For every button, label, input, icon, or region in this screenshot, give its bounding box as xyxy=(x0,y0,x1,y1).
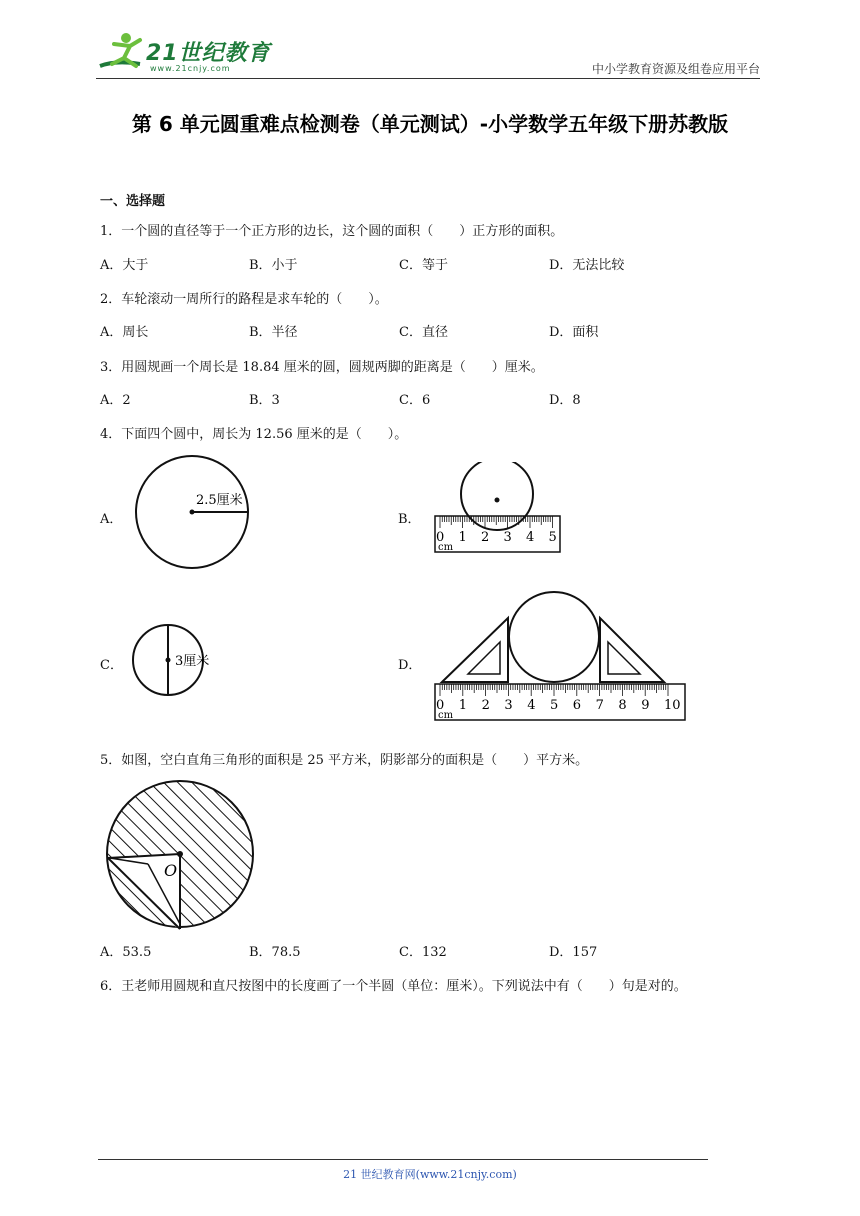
q5-option-d: D．157 xyxy=(549,945,598,960)
question-5: 5．如图，空白直角三角形的面积是 25 平方米，阴影部分的面积是（ ）平方米。 xyxy=(100,753,589,768)
q3-option-c: C．6 xyxy=(399,393,431,408)
q5-center-label: O xyxy=(164,861,178,880)
q4-figure-d-label: D． xyxy=(398,658,422,673)
ruler-d-tick-label: 1 xyxy=(458,698,468,713)
q4-figure-b-label: B． xyxy=(398,512,421,527)
ruler-d-tick-label: 0 xyxy=(436,698,445,713)
q4-d-left-set-square xyxy=(442,618,508,682)
q1-option-b: B．小于 xyxy=(249,258,298,273)
q4-b-center-dot xyxy=(495,498,500,503)
ruler-d-tick-label: 8 xyxy=(618,698,627,713)
question-4: 4．下面四个圆中，周长为 12.56 厘米的是（ ）。 xyxy=(100,427,408,442)
q1-option-d: D．无法比较 xyxy=(549,258,625,273)
logo-text: 21世纪教育 xyxy=(146,41,271,66)
ruler-d-unit-label: cm xyxy=(438,710,454,721)
q1-option-c: C．等于 xyxy=(399,258,448,273)
question-1: 1．一个圆的直径等于一个正方形的边长，这个圆的面积（ ）正方形的面积。 xyxy=(100,224,564,239)
runner-logo-icon xyxy=(96,30,146,76)
footer-text: 21 世纪教育网(www.21cnjy.com) xyxy=(343,1168,517,1181)
question-2: 2．车轮滚动一周所行的路程是求车轮的（ ）。 xyxy=(100,292,388,307)
q4-figure-a xyxy=(130,454,260,572)
ruler-b-tick-label: 2 xyxy=(481,530,490,545)
ruler-d-tick-label: 2 xyxy=(481,698,490,713)
ruler-b-tick-label: 5 xyxy=(548,530,557,545)
q1-option-a: A．大于 xyxy=(100,258,149,273)
q4-c-diameter-label: 3厘米 xyxy=(175,654,210,669)
ruler-d-tick-label: 10 xyxy=(664,698,681,713)
ruler-d-tick-label: 3 xyxy=(504,698,513,713)
q5-option-a: A．53.5 xyxy=(100,945,152,960)
section-title: 一、选择题 xyxy=(100,194,166,209)
ruler-b-tick-label: 4 xyxy=(526,530,535,545)
q4-a-radius-label: 2.5厘米 xyxy=(196,493,243,508)
q2-option-d: D．面积 xyxy=(549,325,599,340)
footer-divider xyxy=(98,1159,708,1160)
q5-option-b: B．78.5 xyxy=(249,945,301,960)
q4-figure-b xyxy=(430,462,570,556)
q2-option-b: B．半径 xyxy=(249,325,298,340)
page-title: 第 6 单元圆重难点检测卷（单元测试）-小学数学五年级下册苏教版 xyxy=(131,112,729,136)
ruler-d-tick-label: 6 xyxy=(572,698,582,713)
ruler-b-tick-label: 1 xyxy=(458,530,467,545)
q5-option-c: C．132 xyxy=(399,945,447,960)
q3-option-b: B．3 xyxy=(249,393,280,408)
ruler-d-tick-label: 7 xyxy=(595,698,604,713)
q5-figure xyxy=(100,776,260,934)
q4-figure-c xyxy=(130,622,230,698)
logo-url: www.21cnjy.com xyxy=(150,64,231,73)
ruler-d-tick-label: 9 xyxy=(641,698,650,713)
question-3: 3．用圆规画一个周长是 18.84 厘米的圆，圆规两脚的距离是（ ）厘米。 xyxy=(100,360,544,375)
q4-d-circle xyxy=(509,592,599,682)
question-6: 6．王老师用圆规和直尺按图中的长度画了一个半圆（单位：厘米）。下列说法中有（ ）句是对的。 xyxy=(100,979,687,994)
q2-option-c: C．直径 xyxy=(399,325,448,340)
ruler-b-unit-label: cm xyxy=(438,542,454,553)
q3-option-d: D．8 xyxy=(549,393,581,408)
ruler-d-tick-label: 4 xyxy=(527,698,536,713)
q3-option-a: A．2 xyxy=(100,393,131,408)
ruler-b-tick-label: 0 xyxy=(436,530,445,545)
q4-d-right-set-square xyxy=(600,618,664,682)
q2-option-a: A．周长 xyxy=(100,325,149,340)
header-divider xyxy=(96,78,760,79)
ruler-d-tick-label: 5 xyxy=(550,698,559,713)
q4-figure-d xyxy=(430,590,690,724)
q4-figure-a-label: A． xyxy=(100,512,123,527)
q4-figure-c-label: C． xyxy=(100,658,123,673)
header-tagline: 中小学教育资源及组卷应用平台 xyxy=(591,62,760,76)
ruler-b-tick-label: 3 xyxy=(503,530,512,545)
